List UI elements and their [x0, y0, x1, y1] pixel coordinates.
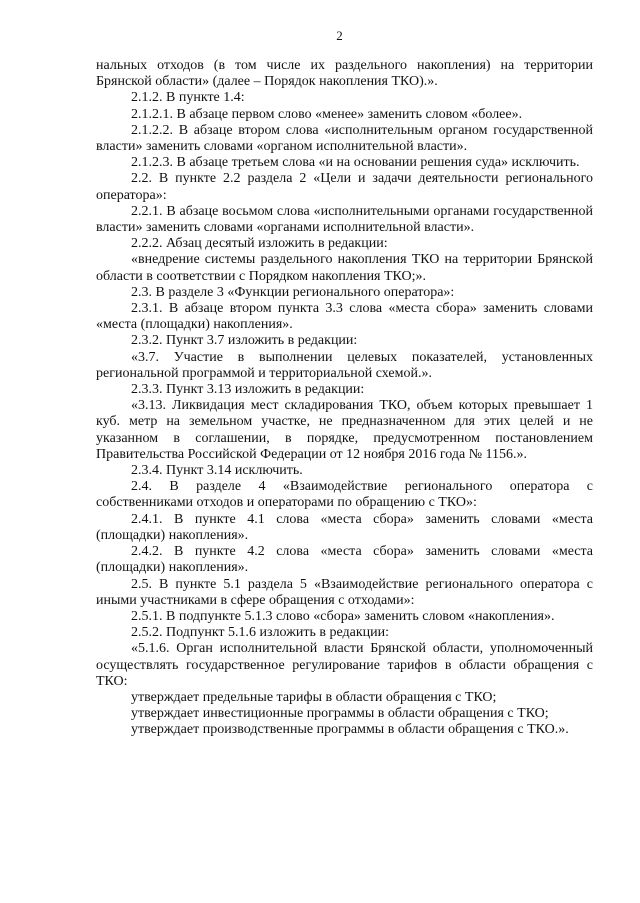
- paragraph: 2.2. В пункте 2.2 раздела 2 «Цели и задачи деятельности регионального оператора»:: [96, 171, 593, 203]
- paragraph: 2.3.4. Пункт 3.14 исключить.: [131, 463, 303, 479]
- paragraph: 2.2.2. Абзац десятый изложить в редакции:: [131, 236, 388, 252]
- paragraph: «внедрение системы раздельного накопления ТКО на территории Брянской области в соответствии с Порядком накопления ТКО;».: [96, 252, 593, 284]
- paragraph: нальных отходов (в том числе их раздельного накопления) на территории Брянской области» (далее – Порядок накопления ТКО).».: [96, 58, 593, 90]
- paragraph: «3.13. Ликвидация мест складирования ТКО, объем которых превышает 1 куб. метр на земельном участке, не предназначенном для этих целей и не указанном в соглашении, в порядке, предусмотренном постановлением Правительства Российской Федерации от 12 ноября 2016 года № 1156.».: [96, 398, 593, 462]
- paragraph: 2.1.2. В пункте 1.4:: [131, 90, 245, 106]
- paragraph: 2.1.2.1. В абзаце первом слово «менее» заменить словом «более».: [131, 106, 523, 122]
- paragraph: 2.1.2.2. В абзаце втором слова «исполнительным органом государственной власти» заменить словами «органом исполнительной власти».: [96, 122, 593, 155]
- paragraph: «5.1.6. Орган исполнительной власти Брянской области, уполномоченный осуществлять государственное регулирование тарифов в области обращения с ТКО:: [96, 641, 593, 689]
- paragraph: 2.5. В пункте 5.1 раздела 5 «Взаимодействие регионального оператора с иными участниками в сфере обращения с отходами»:: [96, 576, 593, 608]
- paragraph: 2.3. В разделе 3 «Функции регионального оператора»:: [131, 284, 455, 300]
- paragraph: 2.3.2. Пункт 3.7 изложить в редакции:: [131, 333, 358, 349]
- paragraph: утверждает производственные программы в области обращения с ТКО.».: [131, 722, 569, 738]
- paragraph: 2.3.3. Пункт 3.13 изложить в редакции:: [131, 382, 365, 398]
- paragraph: 2.3.1. В абзаце втором пункта 3.3 слова «места сбора» заменить словами «места (площадки) накопления».: [96, 301, 593, 333]
- paragraph: утверждает предельные тарифы в области обращения с ТКО;: [131, 689, 497, 705]
- paragraph: 2.4.2. В пункте 4.2 слова «места сбора» заменить словами «места (площадки) накопления».: [96, 544, 593, 576]
- paragraph: 2.5.1. В подпункте 5.1.3 слово «сбора» заменить словом «накопления».: [131, 608, 555, 624]
- paragraph: 2.2.1. В абзаце восьмом слова «исполнительными органами государственной власти» заменить словами «органами исполнительной власти».: [96, 203, 593, 236]
- paragraph: 2.4.1. В пункте 4.1 слова «места сбора» заменить словами «места (площадки) накопления».: [96, 511, 593, 543]
- paragraph: 2.5.2. Подпункт 5.1.6 изложить в редакции:: [131, 625, 390, 641]
- paragraph: 2.4. В разделе 4 «Взаимодействие регионального оператора с собственниками отходов и операторами по обращению с ТКО»:: [96, 479, 593, 511]
- paragraph: утверждает инвестиционные программы в области обращения с ТКО;: [131, 706, 549, 722]
- paragraph: «3.7. Участие в выполнении целевых показателей, установленных региональной программой и территориальной схемой.».: [96, 349, 593, 381]
- page-number: 2: [336, 28, 343, 43]
- document-body: [96, 58, 593, 739]
- paragraph: 2.1.2.3. В абзаце третьем слова «и на основании решения суда» исключить.: [131, 155, 580, 171]
